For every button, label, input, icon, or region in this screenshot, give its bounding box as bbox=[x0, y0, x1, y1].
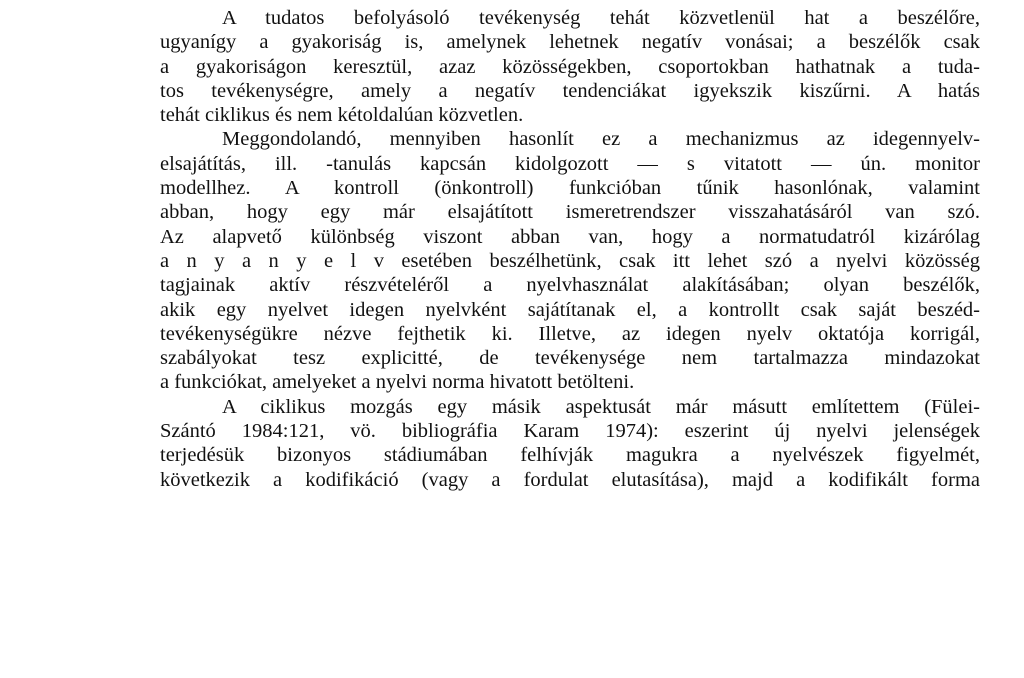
text-line: a n y a n y e l v esetében beszélhetünk, csak itt lehet szó a nyelvi közösség bbox=[160, 249, 980, 272]
text-line: Az alapvető különbség viszont abban van, hogy a normatudatról kizárólag bbox=[160, 225, 980, 248]
text-line: tos tevékenységre, amely a negatív tendenciákat igyekszik kiszűrni. A hatás bbox=[160, 79, 980, 102]
text-line: Meggondolandó, mennyiben hasonlít ez a mechanizmus az idegennyelv- bbox=[222, 128, 980, 151]
text-line: ugyanígy a gyakoriság is, amelynek lehetnek negatív vonásai; a beszélők csak bbox=[160, 31, 980, 54]
text-line: A ciklikus mozgás egy másik aspektusát már másutt említettem (Fülei- bbox=[222, 395, 980, 418]
text-line: tehát ciklikus és nem kétoldalúan közvetlen. bbox=[160, 104, 524, 127]
paragraph-3 bbox=[160, 395, 980, 492]
text-line: A tudatos befolyásoló tevékenység tehát közvetlenül hat a beszélőre, bbox=[222, 7, 980, 29]
text-line: abban, hogy egy már elsajátított ismeretrendszer visszahatásáról van szó. bbox=[160, 201, 980, 224]
text-line: terjedésük bizonyos stádiumában felhívják magukra a nyelvészek figyelmét, bbox=[160, 444, 980, 467]
text-line: a gyakoriságon keresztül, azaz közösségekben, csoportokban hathatnak a tuda- bbox=[160, 55, 980, 78]
document-page bbox=[160, 6, 980, 492]
text-line: akik egy nyelvet idegen nyelvként sajátítanak el, a kontrollt csak saját beszéd- bbox=[160, 298, 980, 321]
text-line: a funkciókat, amelyeket a nyelvi norma hivatott betölteni. bbox=[160, 371, 635, 394]
text-line: tevékenységükre nézve fejthetik ki. Illetve, az idegen nyelv oktatója korrigál, bbox=[160, 322, 980, 345]
paragraph-2 bbox=[160, 127, 980, 394]
text-line: elsajátítás, ill. -tanulás kapcsán kidolgozott — s vitatott — ún. monitor bbox=[160, 152, 980, 175]
text-line: Szántó 1984:121, vö. bibliográfia Karam 1974): eszerint új nyelvi jelenségek bbox=[160, 420, 980, 443]
text-line: szabályokat tesz explicitté, de tevékenysége nem tartalmazza mindazokat bbox=[160, 347, 980, 370]
text-line: modellhez. A kontroll (önkontroll) funkcióban tűnik hasonlónak, valamint bbox=[160, 177, 980, 200]
text-line: tagjainak aktív részvételéről a nyelvhasználat alakításában; olyan beszélők, bbox=[160, 274, 980, 297]
text-line: következik a kodifikáció (vagy a fordulat elutasítása), majd a kodifikált forma bbox=[160, 468, 980, 491]
paragraph-1 bbox=[160, 6, 980, 127]
